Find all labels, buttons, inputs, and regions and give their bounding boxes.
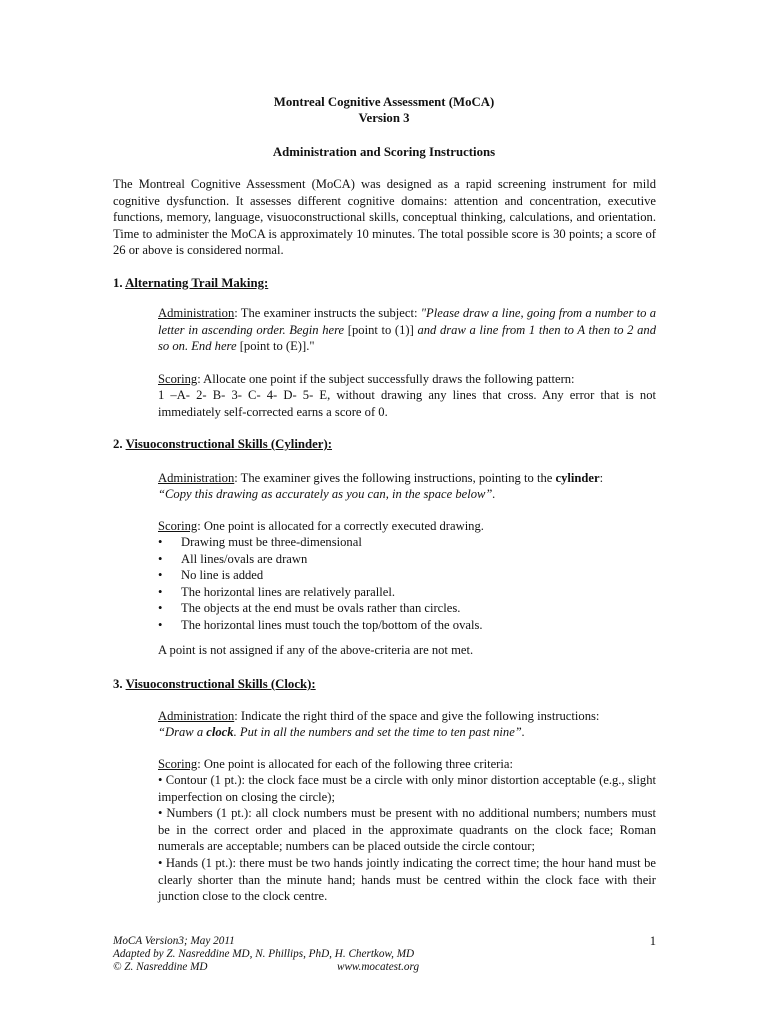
section3-heading xyxy=(113,676,316,693)
section2-scoring-lead: : One point is allocated for a correctly executed drawing. xyxy=(197,519,484,533)
section2-heading xyxy=(113,436,332,453)
footer-adapted-line: Adapted by Z. Nasreddine MD, N. Phillips, PhD, H. Chertkow, MD xyxy=(113,948,415,960)
section3-admin-quote-2: . Put in all the numbers and set the time to ten past nine”. xyxy=(233,725,525,739)
intro-paragraph: The Montreal Cognitive Assessment (MoCA) was designed as a rapid screening instrument for mild cognitive dysfunction. It assesses different cognitive domains: attention and concentration, executive functions, memory, language, visuoconstructional skills, conceptual thinking, calculations, and orientation. Time to administer the MoCA is approximately 10 minutes. The total possible score is 30 points; a score of 26 or above is considered normal. xyxy=(113,177,656,258)
section1-admin-quote-2: and draw a line from 1 then to A then to 2 and so on. End here xyxy=(158,322,656,354)
section3-admin-lead: : Indicate the right third of the space and give the following instructions: xyxy=(234,709,600,723)
section1-admin-lead: : The examiner instructs the subject: xyxy=(234,306,421,320)
section2-admin-bold: cylinder xyxy=(555,471,600,485)
section3-scoring-lead: : One point is allocated for each of the following three criteria: xyxy=(197,757,513,771)
list-item: • Drawing must be three-dimensional xyxy=(158,534,656,551)
document-version: Version 3 xyxy=(358,111,410,125)
section3-number: 3. xyxy=(113,677,123,691)
section3-scoring xyxy=(158,756,656,773)
section2-title: Visuoconstructional Skills (Cylinder): xyxy=(125,437,333,451)
section1-scoring xyxy=(158,371,656,388)
page-footer xyxy=(113,935,656,974)
section3-criterion-contour: • Contour (1 pt.): the clock face must be a circle with only minor distortion acceptable (e.g., slight imperfection on closing the circle); xyxy=(158,773,656,804)
section1-administration xyxy=(158,305,656,355)
page-number: 1 xyxy=(649,934,656,948)
section1-number: 1. xyxy=(113,276,123,290)
list-item: • All lines/ovals are drawn xyxy=(158,551,656,568)
section3-administration xyxy=(158,708,656,725)
section1-heading xyxy=(113,275,268,292)
section3-criterion-hands: • Hands (1 pt.): there must be two hands jointly indicating the correct time; the hour hand must be clearly shorter than the minute hand; hands must be centred within the clock face with their junction close to the clock centre. xyxy=(158,855,656,904)
section1-title: Alternating Trail Making: xyxy=(125,276,269,290)
document-title: Montreal Cognitive Assessment (MoCA) xyxy=(273,95,495,109)
section1-admin-bracket-1: [point to (1)] xyxy=(344,322,418,337)
section1-admin-quote-1: "Please draw a line, going from a number to a letter in ascending order. Begin here xyxy=(158,306,657,337)
section2-scoring-label: Scoring xyxy=(158,519,198,533)
section2-number: 2. xyxy=(113,437,123,451)
list-item: • The objects at the end must be ovals rather than circles. xyxy=(158,600,656,617)
section3-title: Visuoconstructional Skills (Clock): xyxy=(125,677,316,691)
section1-admin-label: Administration xyxy=(158,306,235,320)
section3-criterion-numbers: • Numbers (1 pt.): all clock numbers must be present with no additional numbers; numbers must be in the correct order and placed in the approximate quadrants on the clock face; Roman numerals are acceptable; numbers can be placed outside the circle contour; xyxy=(158,806,656,854)
section2-criteria-list xyxy=(158,534,656,634)
section2-administration xyxy=(158,470,656,487)
list-item: • No line is added xyxy=(158,567,656,584)
document-subtitle: Administration and Scoring Instructions xyxy=(272,145,496,159)
section1-scoring-label: Scoring xyxy=(158,372,198,386)
section3-admin-quote-1: “Draw a xyxy=(158,725,207,739)
section2-scoring xyxy=(158,518,656,535)
section2-admin-label: Administration xyxy=(158,471,235,485)
list-item: • The horizontal lines are relatively parallel. xyxy=(158,584,656,601)
section3-admin-bold: clock xyxy=(206,725,234,739)
section1-scoring-text: 1 –A- 2- B- 3- C- 4- D- 5- E, without drawing any lines that cross. Any error that is not immediately self-corrected earns a score of 0. xyxy=(158,388,656,419)
section2-admin-lead: : The examiner gives the following instructions, pointing to the xyxy=(234,471,556,485)
section3-scoring-label: Scoring xyxy=(158,757,198,771)
section1-admin-bracket-2: [point to (E)]." xyxy=(236,339,315,354)
section2-note: A point is not assigned if any of the above-criteria are not met. xyxy=(158,643,474,657)
section2-admin-quote: “Copy this drawing as accurately as you can, in the space below”. xyxy=(158,487,496,501)
footer-website-link[interactable]: www.mocatest.org xyxy=(337,961,420,973)
section2-admin-colon: : xyxy=(599,471,604,485)
list-item: • The horizontal lines must touch the top/bottom of the ovals. xyxy=(158,617,656,634)
footer-version-line: MoCA Version3; May 2011 xyxy=(113,935,235,947)
section3-criteria xyxy=(158,772,656,905)
footer-copyright: © Z. Nasreddine MD xyxy=(113,961,208,973)
section1-scoring-lead: : Allocate one point if the subject successfully draws the following pattern: xyxy=(197,372,575,386)
section3-admin-label: Administration xyxy=(158,709,235,723)
section3-admin-quote xyxy=(158,724,656,741)
